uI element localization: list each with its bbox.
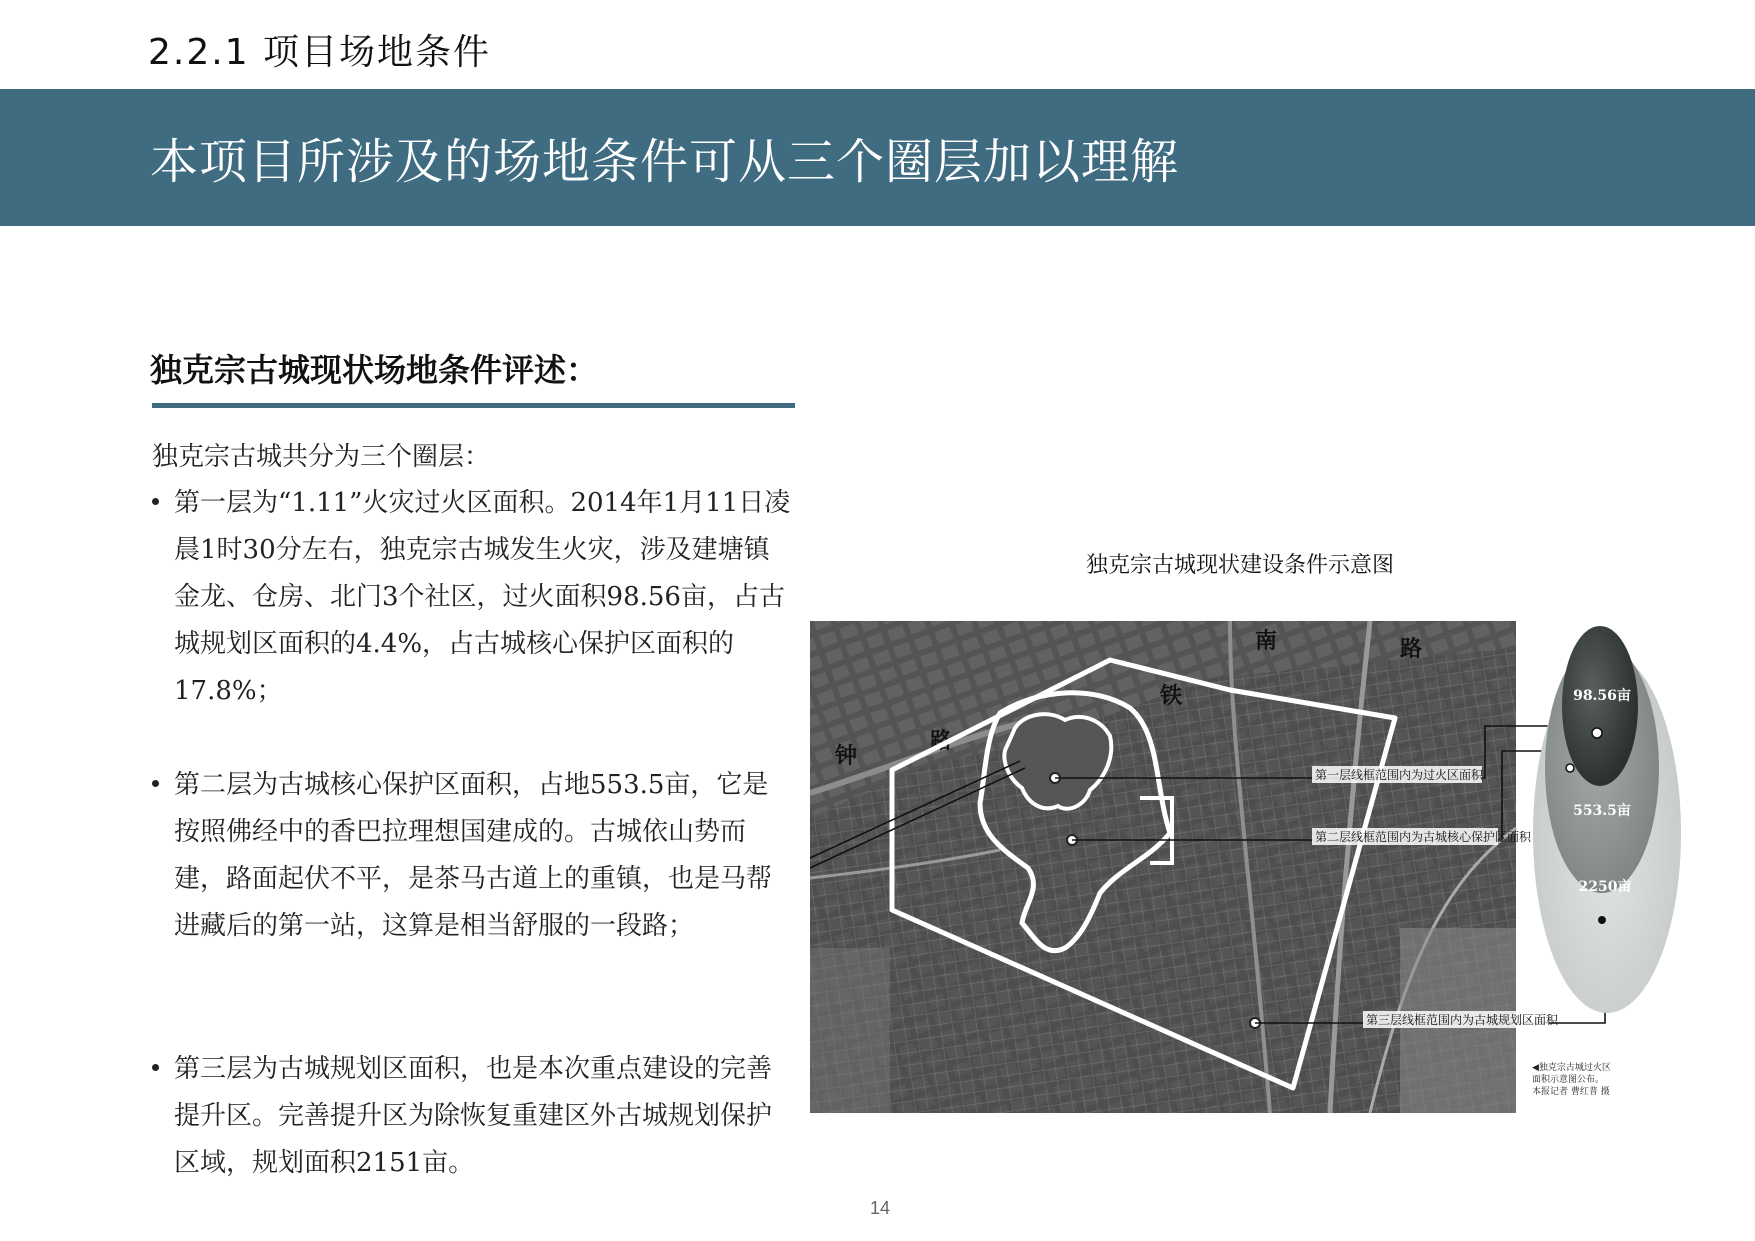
callout-second-layer: 第二层线框范围内为古城核心保护区面积 (1315, 830, 1532, 844)
callout-third-layer: 第三层线框范围内为古城规划区面积 (1366, 1013, 1559, 1027)
svg-text:面积示意图公布。: 面积示意图公布。 (1532, 1075, 1605, 1085)
section-label: 2.2.1 项目场地条件 (148, 32, 492, 73)
bullet-dot (152, 1064, 159, 1071)
bullet-dot (152, 498, 159, 505)
ring-label-second: 553.5亩 (1573, 803, 1631, 819)
svg-text:本报记者 曹红普 摄: 本报记者 曹红普 摄 (1532, 1087, 1610, 1097)
map-road-char: 路 (1400, 636, 1423, 662)
map-road-char: 南 (1255, 628, 1278, 654)
bullet-text: 第二层为古城核心保护区面积，占地553.5亩，它是按照佛经中的香巴拉理想国建成的。古城依山势而建，路面起伏不平，是茶马古道上的重镇，也是马帮进藏后的第一站，这算是相当舒服的一段路； (174, 770, 773, 941)
map-road-char: 路 (930, 728, 953, 754)
banner-title: 本项目所涉及的场地条件可从三个圈层加以理解 (150, 134, 1180, 190)
intro-text: 独克宗古城共分为三个圈层： (152, 442, 491, 472)
ring-diagram (1533, 626, 1681, 1013)
site-condition-map-figure (810, 618, 1684, 1118)
svg-text:◀独克宗古城过火区: ◀独克宗古城过火区 (1532, 1063, 1611, 1073)
title-banner (0, 89, 1755, 226)
ring-label-third: 2250亩 (1578, 879, 1632, 895)
figure-caption: 独克宗古城现状建设条件示意图 (1086, 553, 1395, 578)
subheading: 独克宗古城现状场地条件评述： (150, 351, 599, 389)
bullet-item-1 (152, 480, 792, 715)
page-number: 14 (870, 1198, 891, 1218)
ring-label-first: 98.56亩 (1573, 688, 1631, 704)
bullet-text: 第一层为“1.11”火灾过火区面积。2014年1月11日凌晨1时30分左右，独克宗古城发生火灾，涉及建塘镇金龙、仓房、北门3个社区，过火面积98.56亩，占古城规划区面积的4.4%，占古城核心保护区面积的17.8%； (174, 488, 791, 706)
photo-credit (1532, 1061, 1611, 1097)
bullet-dot (152, 780, 159, 787)
map-road-char: 铁 (1160, 683, 1183, 709)
heading-rule (152, 403, 795, 408)
bullet-item-3 (152, 1046, 792, 1187)
bullet-item-2 (152, 762, 792, 950)
map-road-char: 钟 (835, 743, 858, 769)
callout-first-layer: 第一层线框范围内为过火区面积 (1315, 768, 1484, 782)
bullet-text: 第三层为古城规划区面积，也是本次重点建设的完善提升区。完善提升区为除恢复重建区外古城规划保护区域，规划面积2151亩。 (174, 1054, 773, 1178)
